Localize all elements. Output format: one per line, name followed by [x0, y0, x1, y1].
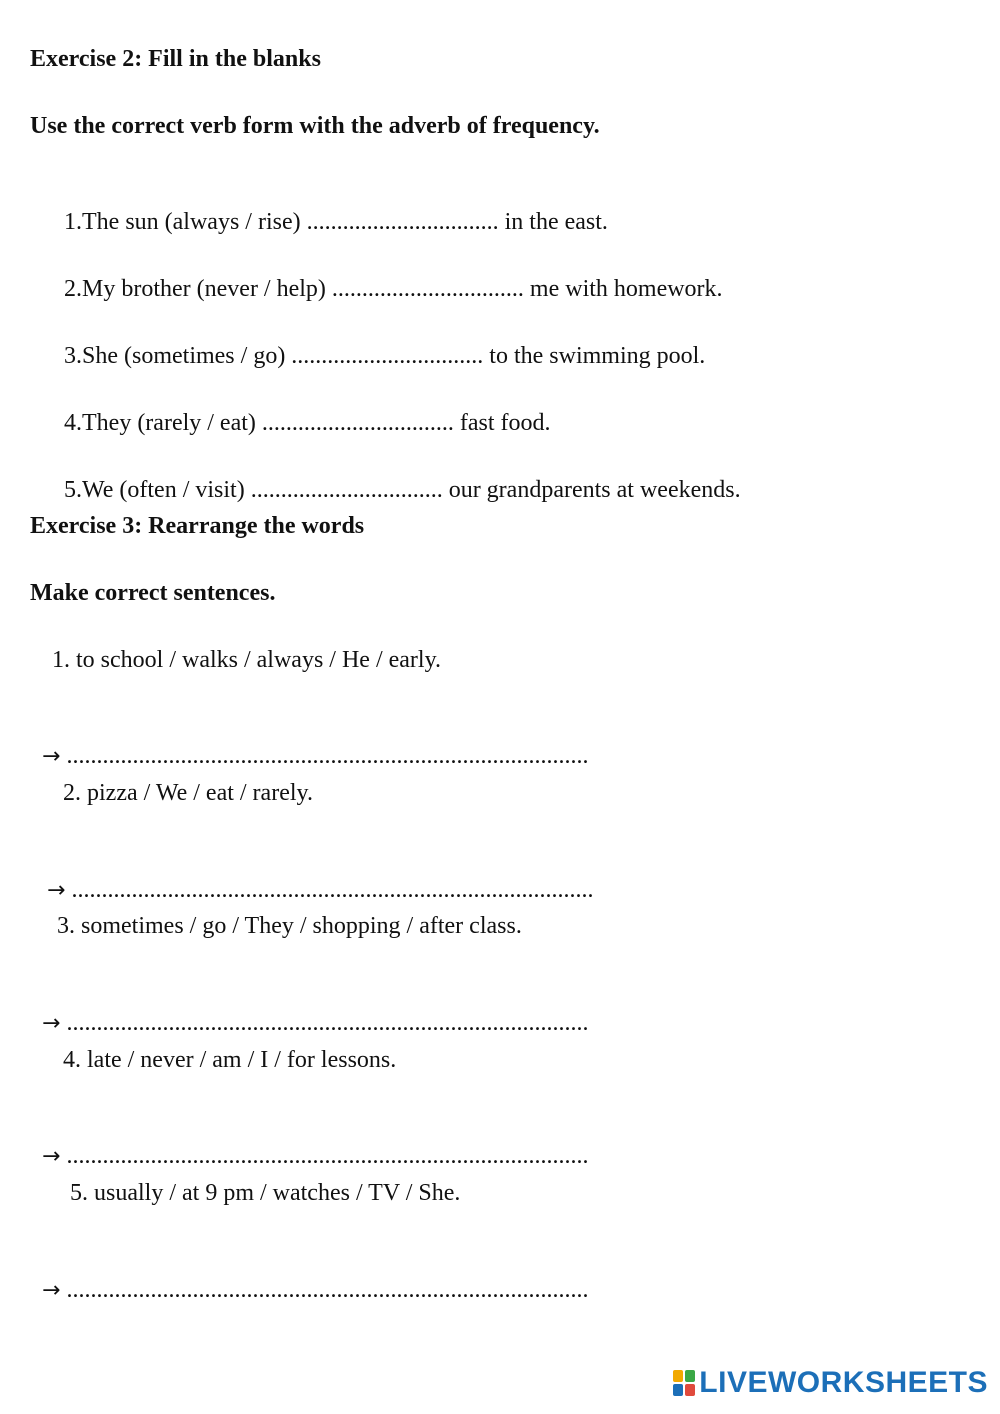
brand-text: LIVEWORKSHEETS: [699, 1366, 988, 1399]
answer-blank: .......................................................................................: [66, 1143, 589, 1169]
exercise2-item-2: [52, 244, 723, 304]
item-number: 3.: [64, 343, 82, 369]
answer-blank: .......................................................................................: [66, 1010, 589, 1036]
exercise2-item-3: [52, 311, 705, 371]
exercise2-item-1: [52, 177, 608, 237]
item-number: 4.: [64, 410, 82, 436]
exercise3-prompt-1: 1. to school / walks / always / He / early.: [52, 647, 442, 673]
arrow-icon: →: [47, 878, 66, 903]
exercise3-instruction: Make correct sentences.: [30, 580, 276, 606]
exercise3-answer-5: [30, 1245, 588, 1306]
liveworksheets-logo-icon: [673, 1370, 695, 1396]
item-text: My brother (never / help) ................................ me with homework.: [82, 276, 723, 302]
logo-square-2: [685, 1370, 695, 1382]
exercise3-answer-1: [30, 711, 588, 772]
item-text: She (sometimes / go) ................................ to the swimming pool.: [82, 343, 706, 369]
exercise2-item-4: [52, 378, 551, 438]
logo-square-4: [685, 1384, 695, 1396]
exercise3-prompt-4: 4. late / never / am / I / for lessons.: [63, 1047, 397, 1073]
item-number: 2.: [64, 276, 82, 302]
answer-blank: .......................................................................................: [66, 1277, 589, 1303]
item-text: They (rarely / eat) ................................ fast food.: [82, 410, 551, 436]
exercise3-answer-4: [30, 1111, 588, 1172]
exercise3-prompt-3: 3. sometimes / go / They / shopping / after class.: [57, 913, 522, 939]
exercise2-item-5: [52, 445, 741, 505]
answer-blank: .......................................................................................: [66, 743, 589, 769]
arrow-icon: →: [42, 1011, 61, 1036]
answer-blank: .......................................................................................: [71, 877, 594, 903]
item-number: 5.: [64, 477, 82, 503]
item-text: The sun (always / rise) ................................ in the east.: [82, 209, 608, 235]
exercise2-instruction: Use the correct verb form with the adverb of frequency.: [30, 113, 600, 139]
logo-square-1: [673, 1370, 683, 1382]
exercise3-answer-2: [35, 845, 593, 906]
arrow-icon: →: [42, 744, 61, 769]
item-number: 1.: [64, 209, 82, 235]
liveworksheets-brand[interactable]: [673, 1368, 988, 1398]
exercise3-prompt-2: 2. pizza / We / eat / rarely.: [63, 780, 313, 806]
exercise2-title: Exercise 2: Fill in the blanks: [30, 46, 321, 72]
arrow-icon: →: [42, 1144, 61, 1169]
logo-square-3: [673, 1384, 683, 1396]
item-text: We (often / visit) ................................ our grandparents at weekends.: [82, 477, 741, 503]
exercise3-answer-3: [30, 978, 588, 1039]
arrow-icon: →: [42, 1278, 61, 1303]
exercise3-prompt-5: 5. usually / at 9 pm / watches / TV / She.: [70, 1180, 461, 1206]
exercise3-title: Exercise 3: Rearrange the words: [30, 513, 365, 539]
